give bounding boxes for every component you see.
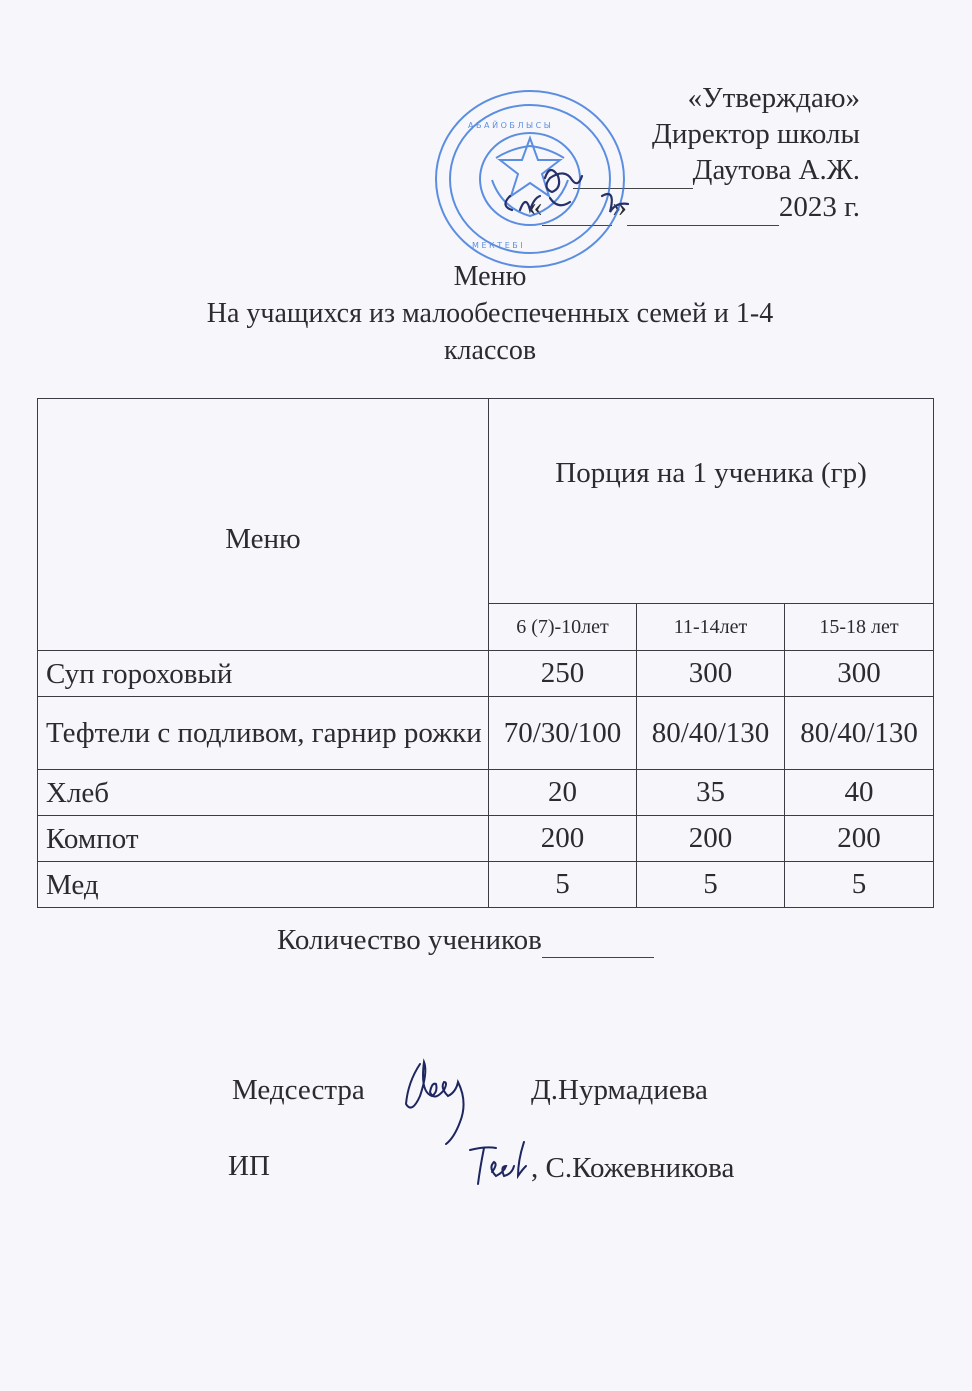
svg-text:М Е К Т Е Б І: М Е К Т Е Б І: [472, 241, 523, 250]
table-row: [38, 770, 934, 816]
portion-value: 80/40/130: [785, 697, 934, 770]
document-title: [140, 258, 840, 369]
age-group-header: 11-14лет: [637, 604, 785, 651]
dish-name: Компот: [38, 816, 489, 862]
portion-value: 40: [785, 770, 934, 816]
table-row: [38, 651, 934, 697]
svg-text:А Б А Й О Б Л Ы С Ы: А Б А Й О Б Л Ы С Ы: [468, 121, 551, 130]
dish-name: Суп гороховый: [38, 651, 489, 697]
portion-value: 200: [489, 816, 637, 862]
age-group-header: 6 (7)-10лет: [489, 604, 637, 651]
header-menu: Меню: [38, 399, 489, 651]
portion-value: 70/30/100: [489, 697, 637, 770]
ip-name: , С.Кожевникова: [531, 1152, 735, 1184]
students-count-blank: [542, 924, 654, 958]
title-line-3: классов: [443, 335, 537, 366]
header-portion: Порция на 1 ученика (гр): [489, 399, 934, 604]
ip-signature: [466, 1138, 538, 1188]
approval-director-name: Даутова А.Ж.: [528, 152, 860, 189]
students-count-label: Количество учеников: [277, 924, 542, 956]
approval-title: «Утверждаю»: [687, 82, 860, 114]
nurse-label: Медсестра: [232, 1074, 365, 1106]
dish-name: Тефтели с подливом, гарнир рожки: [38, 697, 489, 770]
portion-value: 300: [785, 651, 934, 697]
approval-date: « » 2023 г.: [528, 189, 860, 226]
students-count: [277, 924, 654, 958]
portion-value: 5: [785, 862, 934, 908]
dish-name: Хлеб: [38, 770, 489, 816]
table-row: [38, 697, 934, 770]
portion-value: 5: [489, 862, 637, 908]
portion-value: 300: [637, 651, 785, 697]
approval-block: [528, 80, 860, 226]
dish-name: Мед: [38, 862, 489, 908]
portion-value: 200: [785, 816, 934, 862]
portion-value: 200: [637, 816, 785, 862]
nurse-name: Д.Нурмадиева: [531, 1074, 708, 1106]
approval-position: Директор школы: [652, 118, 860, 150]
ip-label: ИП: [228, 1150, 270, 1182]
portion-value: 5: [637, 862, 785, 908]
portion-value: 20: [489, 770, 637, 816]
table-row: [38, 816, 934, 862]
title-line-2: На учащихся из малообеспеченных семей и 1-4: [206, 298, 774, 329]
menu-table: [37, 398, 934, 908]
portion-value: 250: [489, 651, 637, 697]
title-line-1: Меню: [453, 261, 527, 292]
portion-value: 80/40/130: [637, 697, 785, 770]
nurse-signature: [398, 1052, 478, 1147]
table-row: [38, 862, 934, 908]
age-group-header: 15-18 лет: [785, 604, 934, 651]
portion-value: 35: [637, 770, 785, 816]
